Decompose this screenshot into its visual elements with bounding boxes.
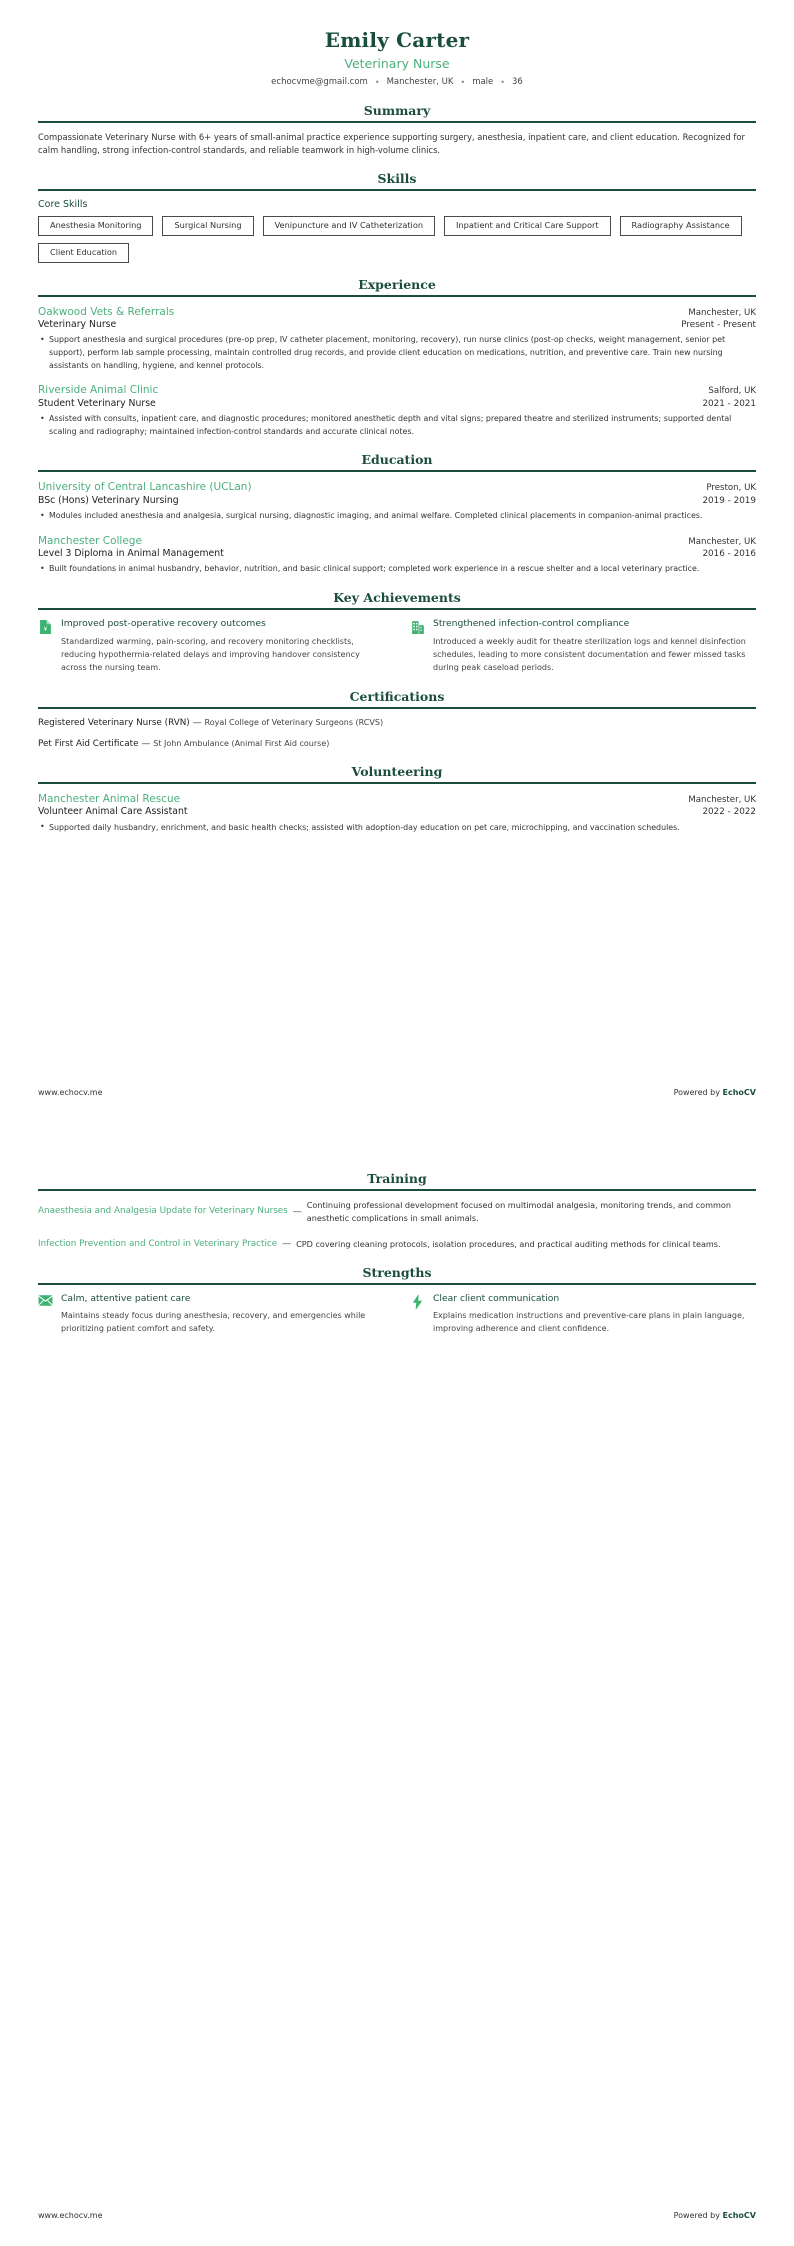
entry-bullet: • Assisted with consults, inpatient care, and diagnostic procedures; monitored anesthetic depth and vital signs; prepared theatre and sterilized instruments; supported dental scaling and radiography; maintained infection-control standards and accurate clinical notes. bbox=[38, 413, 756, 438]
info-card-body bbox=[433, 618, 756, 675]
certification-row bbox=[38, 738, 756, 750]
entry-organization: Manchester College bbox=[38, 534, 142, 547]
skill-chip[interactable]: Inpatient and Critical Care Support bbox=[444, 216, 611, 236]
section-experience bbox=[38, 277, 756, 439]
info-card-body bbox=[61, 618, 384, 675]
entry-location: Manchester, UK bbox=[688, 307, 756, 318]
footer-powered-prefix: Powered by bbox=[673, 2211, 723, 2220]
entry-bullet-list bbox=[38, 563, 756, 576]
training-row bbox=[38, 1238, 756, 1251]
entry-header-row bbox=[38, 305, 756, 319]
svg-text:¥: ¥ bbox=[43, 625, 48, 633]
section-title-volunteering: Volunteering bbox=[351, 764, 443, 780]
entry-location: Preston, UK bbox=[706, 483, 756, 494]
info-card-title: Improved post-operative recovery outcomes bbox=[61, 618, 266, 630]
resume-header bbox=[38, 28, 756, 87]
certification-issuer: Royal College of Veterinary Surgeons (RCVS) bbox=[204, 717, 384, 727]
certification-name: Registered Veterinary Nurse (RVN) bbox=[38, 717, 190, 728]
skill-chip[interactable]: Radiography Assistance bbox=[620, 216, 742, 236]
info-card bbox=[410, 618, 756, 675]
contact-separator-icon: • bbox=[374, 77, 380, 87]
certification-issuer: St John Ambulance (Animal First Aid course) bbox=[153, 738, 330, 748]
contact-line bbox=[38, 77, 756, 87]
lightning-bolt-icon bbox=[410, 1294, 425, 1311]
section-title-summary: Summary bbox=[363, 103, 431, 118]
entry bbox=[38, 383, 756, 438]
footer-brand: EchoCV bbox=[722, 1088, 756, 1097]
training-row bbox=[38, 1199, 756, 1224]
entry bbox=[38, 305, 756, 373]
section-education bbox=[38, 452, 756, 576]
section-divider bbox=[38, 608, 756, 610]
section-key-achievements bbox=[38, 590, 756, 675]
footer-powered-prefix: Powered by bbox=[673, 1088, 723, 1097]
volunteering-list bbox=[38, 792, 756, 834]
entry-subheader-row bbox=[38, 495, 756, 508]
info-card bbox=[410, 1293, 756, 1337]
section-title-training: Training bbox=[367, 1171, 427, 1186]
footer-powered-by bbox=[674, 1088, 756, 1097]
entry-bullet-list bbox=[38, 822, 756, 835]
entry-dates: 2022 - 2022 bbox=[702, 807, 756, 818]
section-title-experience: Experience bbox=[358, 276, 436, 292]
certification-dash: — bbox=[192, 717, 202, 728]
entry-location: Salford, UK bbox=[708, 386, 756, 397]
candidate-name: Emily Carter bbox=[324, 28, 470, 52]
training-dash: — bbox=[282, 1239, 292, 1250]
section-divider bbox=[38, 1189, 756, 1191]
entry-bullet: • Supported daily husbandry, enrichment, and basic health checks; assisted with adoption-day education on pet care, microchipping, and vaccination schedules. bbox=[38, 822, 756, 835]
info-card bbox=[38, 618, 384, 675]
entry-bullet: • Built foundations in animal husbandry, behavior, nutrition, and basic clinical support; completed work experience in a rescue shelter and a local veterinary practice. bbox=[38, 563, 756, 576]
footer-brand: EchoCV bbox=[722, 2211, 756, 2220]
page-footer bbox=[38, 2211, 756, 2220]
entry-dates: 2021 - 2021 bbox=[702, 398, 756, 409]
entry-header-row bbox=[38, 383, 756, 397]
contact-age: 36 bbox=[512, 77, 523, 87]
training-name: Anaesthesia and Analgesia Update for Veterinary Nurses bbox=[38, 1206, 288, 1217]
footer-powered-by bbox=[674, 2211, 756, 2220]
skills-group-title: Core Skills bbox=[38, 199, 88, 211]
skill-chip[interactable]: Venipuncture and IV Catheterization bbox=[263, 216, 435, 236]
info-card-title: Strengthened infection-control compliance bbox=[433, 618, 630, 630]
section-divider bbox=[38, 121, 756, 123]
resume-page-2 bbox=[0, 1123, 794, 2246]
page-footer bbox=[38, 1088, 756, 1097]
entry-location: Manchester, UK bbox=[688, 536, 756, 547]
info-card-title: Clear client communication bbox=[433, 1292, 560, 1304]
entry-bullet: • Modules included anesthesia and analgesia, surgical nursing, diagnostic imaging, and animal welfare. Completed clinical placements in companion-animal practices. bbox=[38, 510, 756, 523]
section-training bbox=[38, 1171, 756, 1251]
section-divider bbox=[38, 295, 756, 297]
section-title-education: Education bbox=[361, 452, 433, 468]
skill-chip[interactable]: Surgical Nursing bbox=[162, 216, 253, 236]
contact-separator-icon: • bbox=[460, 77, 466, 87]
certification-row bbox=[38, 717, 756, 729]
entry-role: Level 3 Diploma in Animal Management bbox=[38, 547, 224, 559]
contact-separator-icon: • bbox=[500, 77, 505, 87]
document-currency-icon bbox=[38, 619, 53, 636]
entry-subheader-row bbox=[38, 806, 756, 819]
entry-role: Student Veterinary Nurse bbox=[38, 397, 156, 409]
section-divider bbox=[38, 470, 756, 472]
skills-chip-list bbox=[38, 216, 756, 263]
entry-subheader-row bbox=[38, 319, 756, 332]
section-divider bbox=[38, 1283, 756, 1285]
entry-header-row bbox=[38, 480, 756, 494]
entry-bullet-list bbox=[38, 413, 756, 438]
entry-organization: Oakwood Vets & Referrals bbox=[38, 305, 175, 318]
training-list bbox=[38, 1199, 756, 1251]
entry bbox=[38, 480, 756, 522]
entry-bullet-list bbox=[38, 334, 756, 372]
entry-organization: Manchester Animal Rescue bbox=[38, 793, 181, 806]
education-list bbox=[38, 480, 756, 576]
info-card-description: Introduced a weekly audit for theatre sterilization logs and kennel disinfection schedules, leading to more consistent documentation and fewer missed tasks during peak caseload periods. bbox=[433, 636, 746, 672]
key-achievements-grid bbox=[38, 618, 756, 675]
footer-website[interactable]: www.echocv.me bbox=[38, 2211, 103, 2220]
section-volunteering bbox=[38, 764, 756, 834]
section-divider bbox=[38, 782, 756, 784]
experience-list bbox=[38, 305, 756, 439]
training-description: CPD covering cleaning protocols, isolation procedures, and practical auditing methods for clinical teams. bbox=[296, 1239, 721, 1250]
info-card-description: Explains medication instructions and preventive-care plans in plain language, improving adherence and client confidence. bbox=[433, 1311, 745, 1334]
entry-role: Volunteer Animal Care Assistant bbox=[38, 806, 188, 818]
building-icon bbox=[410, 619, 425, 636]
info-card-body bbox=[433, 1293, 756, 1337]
section-summary bbox=[38, 103, 756, 157]
section-divider bbox=[38, 189, 756, 191]
contact-location: Manchester, UK bbox=[386, 77, 454, 87]
certifications-list bbox=[38, 717, 756, 751]
skill-chip[interactable]: Client Education bbox=[38, 243, 129, 263]
candidate-role: Veterinary Nurse bbox=[344, 56, 450, 71]
entry-organization: University of Central Lancashire (UCLan) bbox=[38, 481, 252, 494]
summary-text: Compassionate Veterinary Nurse with 6+ years of small-animal practice experience supporting surgery, anesthesia, inpatient care, and client education. Recognized for calm handling, strong infection-control standards, and reliable teamwork in high-volume clinics. bbox=[38, 132, 745, 156]
section-skills bbox=[38, 171, 756, 263]
envelope-icon bbox=[38, 1294, 53, 1311]
section-divider bbox=[38, 707, 756, 709]
section-title-skills: Skills bbox=[377, 171, 417, 187]
info-card-description: Standardized warming, pain-scoring, and recovery monitoring checklists, reducing hypothermia-related delays and improving handover consistency across the nursing team. bbox=[61, 636, 360, 672]
entry-subheader-row bbox=[38, 398, 756, 411]
contact-gender: male bbox=[472, 77, 494, 87]
entry-organization: Riverside Animal Clinic bbox=[38, 384, 159, 397]
entry-bullet-list bbox=[38, 510, 756, 523]
strengths-grid bbox=[38, 1293, 756, 1337]
certification-dash: — bbox=[141, 738, 151, 749]
info-card-title: Calm, attentive patient care bbox=[61, 1292, 191, 1304]
training-dash: — bbox=[292, 1206, 302, 1217]
section-certifications bbox=[38, 689, 756, 751]
skill-chip[interactable]: Anesthesia Monitoring bbox=[38, 216, 153, 236]
entry-role: Veterinary Nurse bbox=[38, 318, 117, 330]
info-card bbox=[38, 1293, 384, 1337]
entry-dates: 2019 - 2019 bbox=[702, 495, 756, 506]
entry-subheader-row bbox=[38, 548, 756, 561]
entry-dates: 2016 - 2016 bbox=[702, 548, 756, 559]
footer-website[interactable]: www.echocv.me bbox=[38, 1088, 103, 1097]
section-title-strengths: Strengths bbox=[362, 1264, 432, 1280]
entry bbox=[38, 792, 756, 834]
entry-bullet: • Support anesthesia and surgical procedures (pre-op prep, IV catheter placement, monitoring, recovery), run nurse clinics (post-op checks, weight management, senior pet support), perform lab sample processing, maintain controlled drug records, and provide client education on medications, nutrition, and preventive care. Train new nursing assistants on handling, hygiene, and kennel protocols. bbox=[38, 334, 756, 372]
section-title-key-achievements: Key Achievements bbox=[333, 590, 461, 606]
section-title-certifications: Certifications bbox=[349, 688, 445, 704]
entry-header-row bbox=[38, 792, 756, 806]
entry-role: BSc (Hons) Veterinary Nursing bbox=[38, 494, 179, 506]
entry bbox=[38, 534, 756, 576]
section-strengths bbox=[38, 1265, 756, 1337]
contact-email[interactable]: echocvme@gmail.com bbox=[271, 77, 368, 87]
info-card-body bbox=[61, 1293, 384, 1337]
info-card-description: Maintains steady focus during anesthesia, recovery, and emergencies while prioritizing patient comfort and safety. bbox=[61, 1311, 366, 1334]
entry-location: Manchester, UK bbox=[688, 795, 756, 806]
entry-header-row bbox=[38, 534, 756, 548]
certification-name: Pet First Aid Certificate bbox=[38, 738, 139, 749]
entry-dates: Present - Present bbox=[681, 319, 756, 330]
training-name: Infection Prevention and Control in Veterinary Practice bbox=[38, 1239, 278, 1250]
training-description: Continuing professional development focused on multimodal analgesia, monitoring trends, and common anesthetic complications in small animals. bbox=[306, 1200, 731, 1223]
